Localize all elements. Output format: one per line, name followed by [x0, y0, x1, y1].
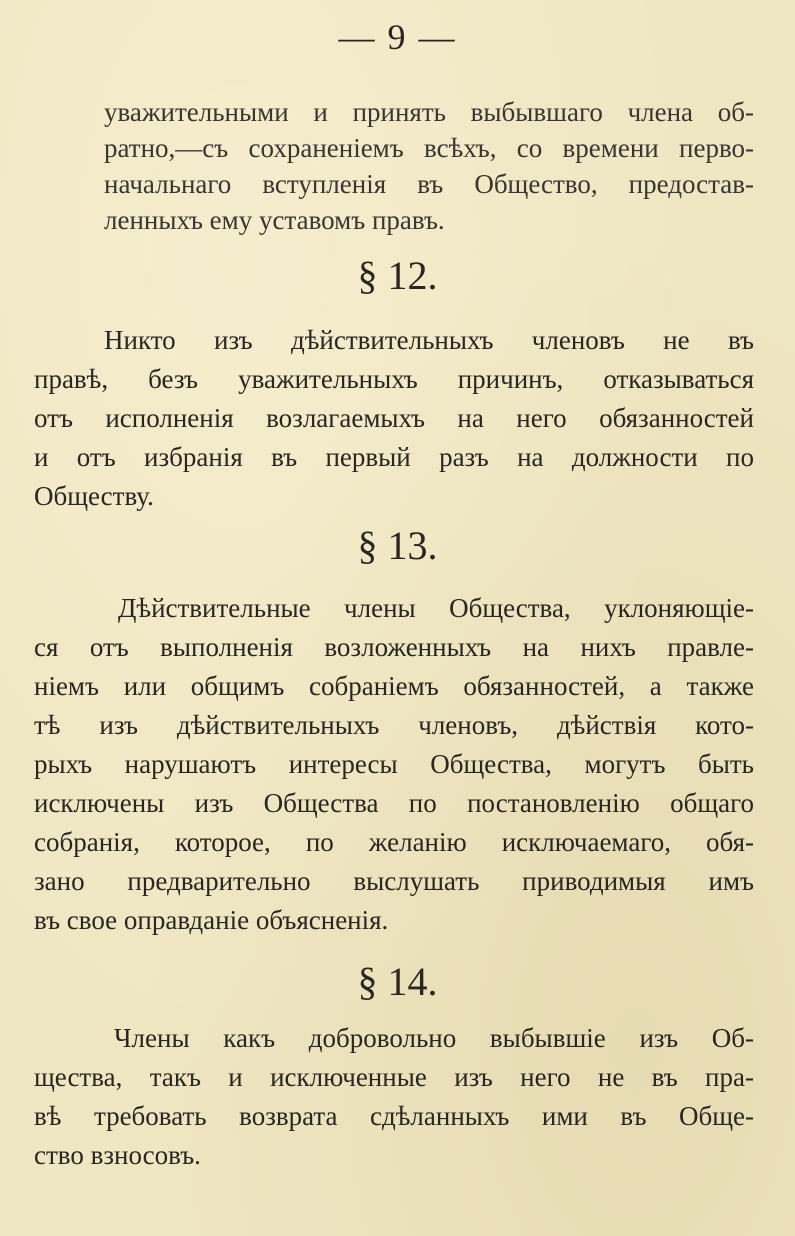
text-line: рыхъ нарушаютъ интересы Общества, могутъ быть	[34, 749, 754, 779]
paragraph-continuation	[104, 94, 754, 238]
section-heading-13: § 13.	[357, 523, 438, 568]
section-heading-14: § 14.	[357, 959, 438, 1004]
text-line: и отъ избранія въ первый разъ на должности по	[34, 442, 754, 472]
text-line: ся отъ выполненія возложенныхъ на нихъ правле-	[34, 632, 754, 662]
page-number: — 9 —	[338, 17, 457, 57]
text-line: начальнаго вступленія въ Общество, предостав-	[104, 169, 754, 199]
text-line: исключены изъ Общества по постановленію общаго	[34, 788, 754, 818]
paragraph-section-12	[34, 321, 754, 516]
text-line: ратно,—съ сохраненіемъ всѣхъ, со времени перво-	[104, 133, 754, 163]
paragraph-section-13	[34, 589, 754, 940]
text-line: собранія, которое, по желанію исключаемаго, обя-	[34, 827, 754, 857]
text-line: ніемъ или общимъ собраніемъ обязанностей, а также	[34, 671, 754, 701]
text-line: ленныхъ ему уставомъ правъ.	[104, 205, 445, 235]
text-line: Дѣйствительные члены Общества, уклоняющіе-	[118, 593, 754, 623]
text-line: отъ исполненія возлагаемыхъ на него обязанностей	[34, 403, 754, 433]
text-line: Обществу.	[34, 481, 154, 511]
text-line: вѣ требовать возврата сдѣланныхъ ими въ Обще-	[34, 1101, 754, 1131]
text-line: уважительными и принять выбывшаго члена об-	[104, 97, 754, 127]
text-line: правѣ, безъ уважительныхъ причинъ, отказываться	[34, 364, 754, 394]
text-line: въ свое оправданіе объясненія.	[34, 905, 389, 935]
text-line: щества, такъ и исключенные изъ него не въ пра-	[34, 1062, 754, 1092]
text-line: Никто изъ дѣйствительныхъ членовъ не въ	[104, 325, 754, 355]
text-line: ство взносовъ.	[34, 1140, 201, 1170]
paragraph-section-14	[34, 1019, 754, 1175]
text-line: тѣ изъ дѣйствительныхъ членовъ, дѣйствія кото-	[34, 710, 754, 740]
text-line: Члены какъ добровольно выбывшіе изъ Об-	[114, 1023, 754, 1053]
text-line: зано предварительно выслушать приводимыя имъ	[34, 866, 754, 896]
section-heading-12: § 12.	[357, 253, 438, 298]
